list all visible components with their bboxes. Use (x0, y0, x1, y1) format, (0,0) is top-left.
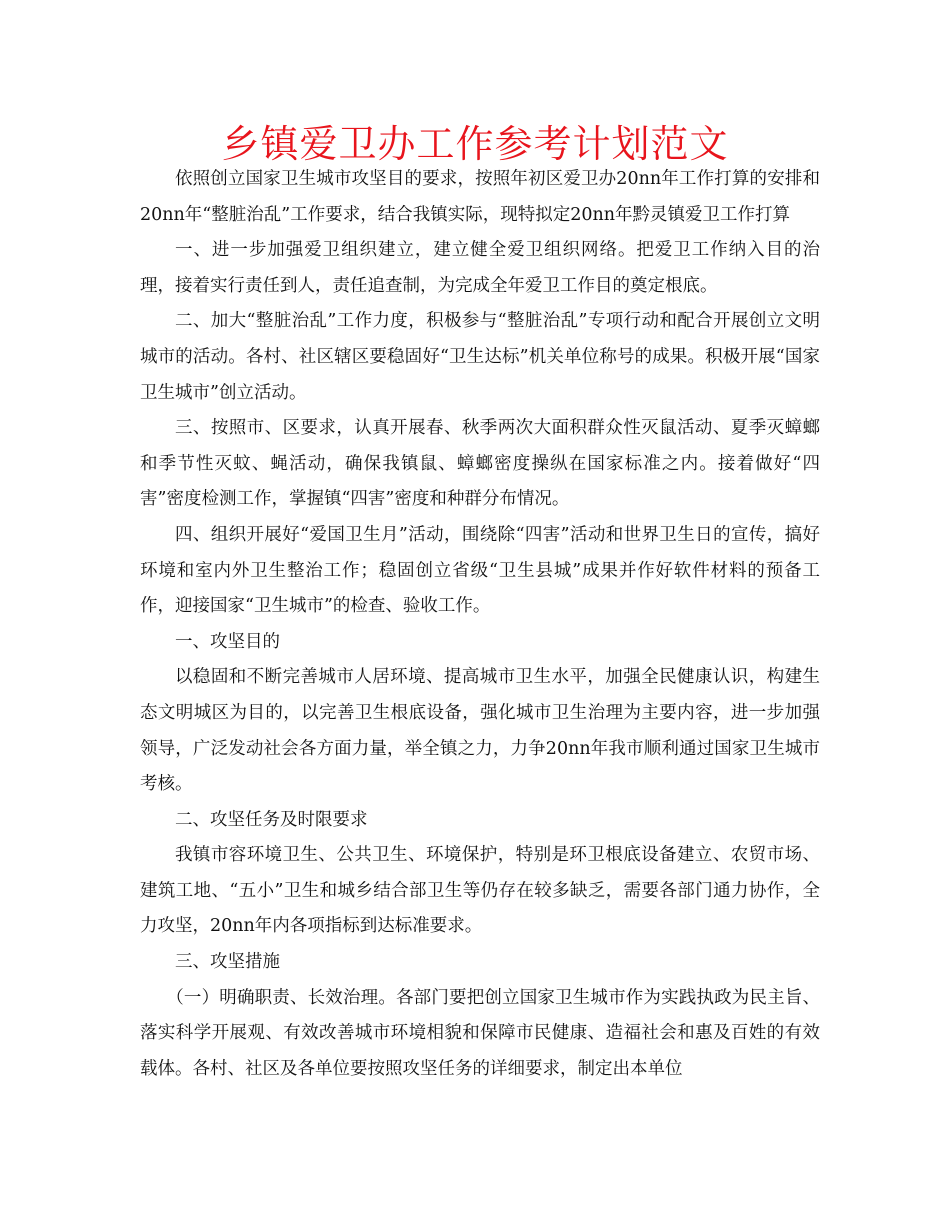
paragraph-item-2: 二、加大“整脏治乱”工作力度，积极参与“整脏治乱”专项行动和配合开展创立文明城市的活动。各村、社区辖区要稳固好“卫生达标”机关单位称号的成果。积极开展“国家卫生城市”创立活动。 (140, 311, 820, 403)
paragraph-item-4: 四、组织开展好“爱国卫生月”活动，围绕除“四害”活动和世界卫生日的宣传，搞好环境和室内外卫生整治工作；稳固创立省级“卫生县城”成果并作好软件材料的预备工作，迎接国家“卫生城市”的检查、验收工作。 (140, 524, 820, 617)
paragraph-intro: 依照创立国家卫生城市攻坚目的要求，按照年初区爱卫办20nn年工作打算的安排和20nn年“整脏治乱”工作要求，结合我镇实际，现特拟定20nn年黔灵镇爱卫工作打算 (140, 169, 820, 225)
document-body (140, 162, 820, 1087)
paragraph-item-1: 一、进一步加强爱卫组织建立，建立健全爱卫组织网络。把爱卫工作纳入目的治理，接着实行责任到人，责任追查制，为完成全年爱卫工作目的奠定根底。 (140, 240, 820, 296)
heading-goal: 一、攻坚目的 (175, 631, 280, 652)
paragraph-measures-1: （一）明确职责、长效治理。各部门要把创立国家卫生城市作为实践执政为民主旨、落实科学开展观、有效改善城市环境相貌和保障市民健康、造福社会和惠及百姓的有效载体。各村、社区及各单位要按照攻坚任务的详细要求，制定出本单位 (140, 987, 820, 1079)
paragraph-goal: 以稳固和不断完善城市人居环境、提高城市卫生水平，加强全民健康认识，构建生态文明城区为目的，以完善卫生根底设备，强化城市卫生治理为主要内容，进一步加强领导，广泛发动社会各方面力量，举全镇之力，力争20nn年我市顺利通过国家卫生城市考核。 (140, 667, 820, 795)
paragraph-item-3: 三、按照市、区要求，认真开展春、秋季两次大面积群众性灭鼠活动、夏季灭蟑螂和季节性灭蚊、蝇活动，确保我镇鼠、蟑螂密度操纵在国家标准之内。接着做好“四害”密度检测工作，掌握镇“四害”密度和种群分布情况。 (140, 418, 820, 510)
document-title: 乡镇爱卫办工作参考计划范文 (221, 122, 729, 166)
paragraph-tasks: 我镇市容环境卫生、公共卫生、环境保护，特别是环卫根底设备建立、农贸市场、建筑工地、“五小”卫生和城乡结合部卫生等仍存在较多缺乏，需要各部门通力协作，全力攻坚，20nn年内各项指标到达标准要求。 (140, 845, 820, 937)
heading-tasks: 二、攻坚任务及时限要求 (175, 809, 368, 830)
heading-measures: 三、攻坚措施 (175, 952, 280, 973)
